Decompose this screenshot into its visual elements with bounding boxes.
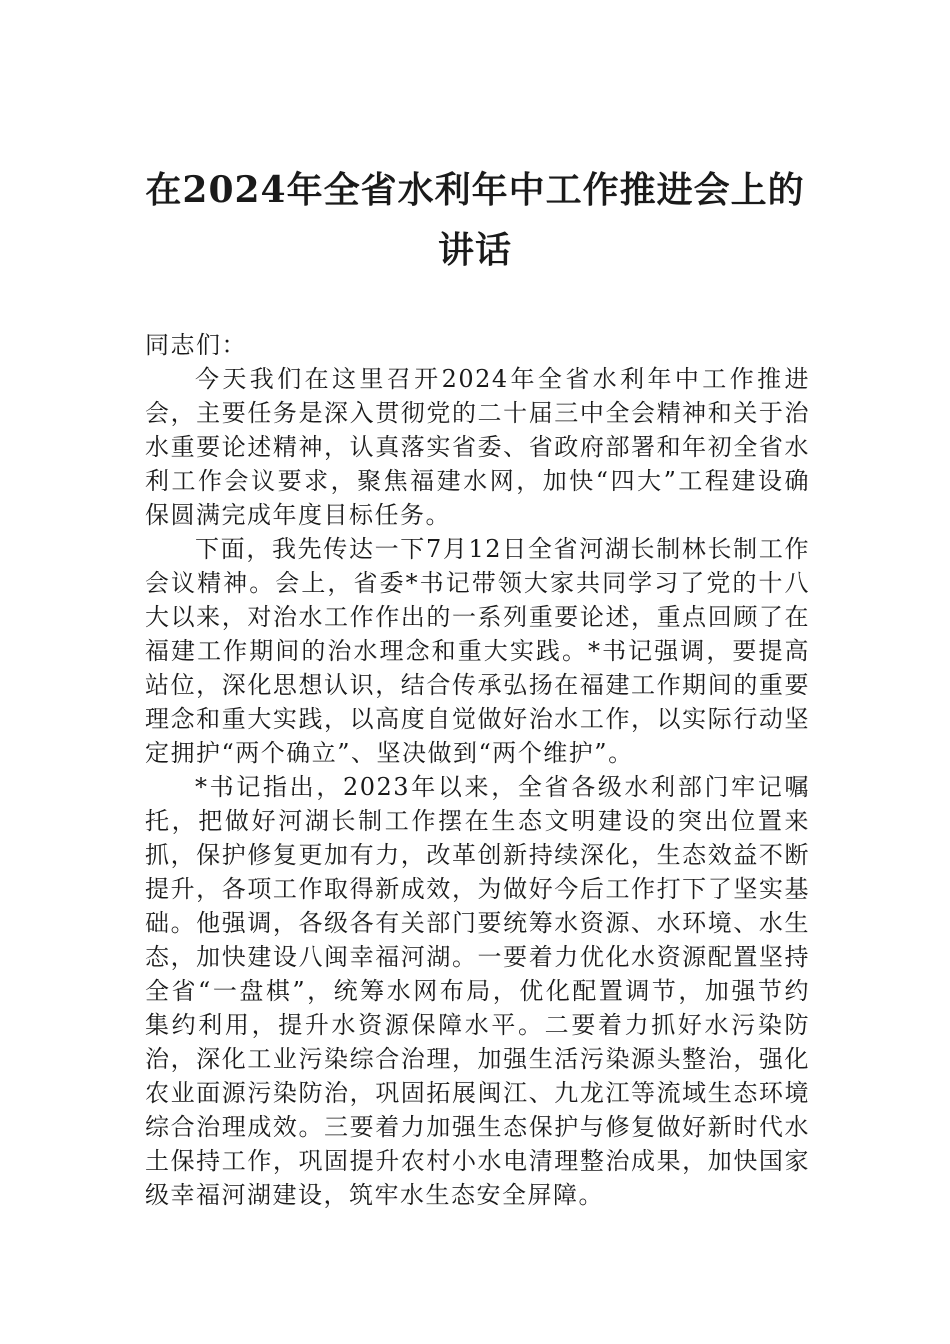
document-body: [145, 328, 810, 1212]
paragraph-1: 今天我们在这里召开2024年全省水利年中工作推进会，主要任务是深入贯彻党的二十届三中全会精神和关于治水重要论述精神，认真落实省委、省政府部署和年初全省水利工作会议要求，聚焦福建水网，加快“四大”工程建设确保圆满完成年度目标任务。: [145, 365, 810, 529]
document-title: 在2024年全省水利年中工作推进会上的讲话: [145, 169, 805, 271]
salutation: 同志们：: [145, 331, 247, 359]
paragraph-2: 下面，我先传达一下7月12日全省河湖长制林长制工作会议精神。会上，省委*书记带领大家共同学习了党的十八大以来，对治水工作作出的一系列重要论述，重点回顾了在福建工作期间的治水理念和重大实践。*书记强调，要提高站位，深化思想认识，结合传承弘扬在福建工作期间的重要理念和重大实践，以高度自觉做好治水工作，以实际行动坚定拥护“两个确立”、坚决做到“两个维护”。: [145, 535, 810, 767]
paragraph-3: *书记指出，2023年以来，全省各级水利部门牢记嘱托，把做好河湖长制工作摆在生态文明建设的突出位置来抓，保护修复更加有力，改革创新持续深化，生态效益不断提升，各项工作取得新成效，为做好今后工作打下了坚实基础。他强调，各级各有关部门要统筹水资源、水环境、水生态，加快建设八闽幸福河湖。一要着力优化水资源配置坚持全省“一盘棋”，统筹水网布局，优化配置调节，加强节约集约利用，提升水资源保障水平。二要着力抓好水污染防治，深化工业污染综合治理，加强生活污染源头整治，强化农业面源污染防治，巩固拓展闽江、九龙江等流域生态环境综合治理成效。三要着力加强生态保护与修复做好新时代水土保持工作，巩固提升农村小水电清理整治成果，加快国家级幸福河湖建设，筑牢水生态安全屏障。: [145, 773, 810, 1209]
